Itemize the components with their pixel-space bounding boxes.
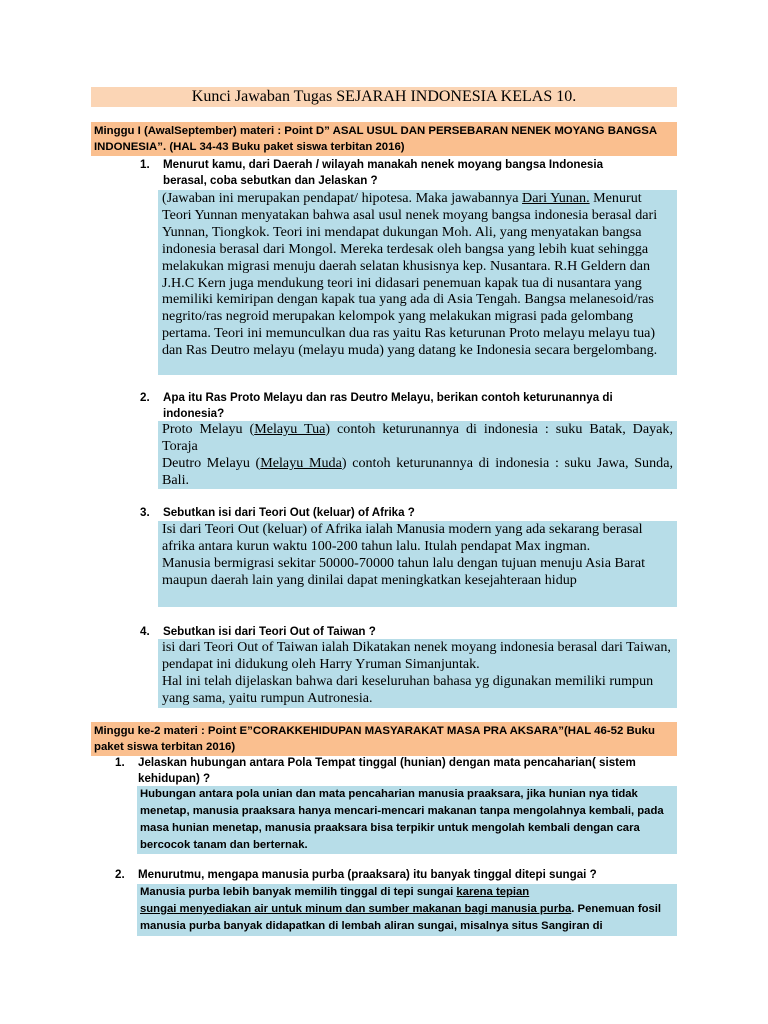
answer-text: ) contoh keturunannya di indonesia : suku Jawa, Sunda, Bali. — [162, 454, 673, 488]
question-text: Menurut kamu, dari Daerah / wilayah manakah nenek moyang bangsa Indonesia berasal, coba sebutkan dan Jelaskan ? — [163, 158, 604, 187]
question-number: 4. — [140, 625, 150, 638]
answer-4 — [158, 639, 677, 708]
week2-answer-1 — [137, 786, 677, 854]
question-text: Menurutmu, mengapa manusia purba (praaksara) itu banyak tinggal ditepi sungai ? — [138, 868, 597, 881]
answer-text: . Penemuan fosil manusia purba banyak didapatkan di lembah aliran sungai, misalnya situs Sangiran di — [140, 903, 662, 932]
question-number: 2. — [140, 391, 150, 404]
answer-text: Proto Melayu ( — [162, 421, 255, 437]
answer-paragraph: Manusia bermigrasi sekitar 50000-70000 tahun lalu dengan tujuan menuju Asia Barat maupun daerah lain yang dinilai dapat meningkatkan kesejahteraan hidup — [162, 554, 645, 588]
question-4 — [140, 624, 643, 640]
question-1 — [140, 157, 643, 188]
answer-underlined: Melayu Tua — [254, 421, 326, 437]
answer-line — [162, 455, 673, 489]
answer-paragraph: Isi dari Teori Out (keluar) of Afrika ialah Manusia modern yang ada sekarang berasal afrika antara kurun waktu 100-200 tahun lalu. Itulah pendapat Max ingman. — [162, 521, 643, 554]
question-text: Sebutkan isi dari Teori Out of Taiwan ? — [163, 625, 376, 638]
answer-paragraph: Hal ini telah dijelaskan bahwa dari keseluruhan bahasa yg digunakan memiliki rumpun yang sama, yaitu rumpun Autronesia. — [162, 672, 654, 706]
question-number: 1. — [140, 158, 150, 171]
answer-underlined: Melayu Muda — [260, 454, 342, 471]
answer-3 — [158, 521, 677, 607]
answer-paragraph: isi dari Teori Out of Taiwan ialah Dikatakan nenek moyang indonesia berasal dari Taiwan, pendapat ini didukung oleh Harry Yruman Simanjuntak. — [162, 639, 671, 672]
answer-underlined: karena tepian — [456, 886, 530, 898]
week2-answer-2 — [137, 884, 677, 936]
answer-underlined: Dari Yunan. — [522, 190, 590, 206]
answer-text: Deutro Melayu ( — [162, 454, 261, 471]
question-text: Jelaskan hubungan antara Pola Tempat tinggal (hunian) dengan mata pencaharian( sistem kehidupan) ? — [138, 756, 636, 785]
week2-question-1 — [115, 755, 668, 786]
answer-line — [162, 421, 673, 455]
question-2 — [140, 390, 653, 421]
week1-header: Minggu I (AwalSeptember) materi : Point D” ASAL USUL DAN PERSEBARAN NENEK MOYANG BANGSA INDONESIA”. (HAL 34-43 Buku paket siswa terbitan 2016) — [91, 122, 677, 156]
document-title: Kunci Jawaban Tugas SEJARAH INDONESIA KELAS 10. — [91, 87, 677, 107]
week2-question-2 — [115, 867, 668, 883]
question-text: Sebutkan isi dari Teori Out (keluar) of Afrika ? — [163, 506, 415, 519]
question-text: Apa itu Ras Proto Melayu dan ras Deutro Melayu, berikan contoh keturunannya di indonesia? — [163, 391, 613, 420]
question-3 — [140, 505, 643, 521]
answer-underlined: sungai menyediakan air untuk minum dan sumber makanan bagi manusia purba — [140, 903, 572, 915]
question-number: 3. — [140, 506, 150, 519]
answer-text: (Jawaban ini merupakan pendapat/ hipotesa. Maka jawabannya — [162, 190, 523, 206]
answer-2 — [158, 421, 677, 489]
question-number: 1. — [115, 756, 125, 769]
answer-text: Menurut Teori Yunnan menyatakan bahwa asal usul nenek moyang bangsa indonesia berasal dari Yunnan, Tiongkok. Teori ini mendapat dukungan Moh. Ali, yang menyatakan bangsa indonesia berasal dari Mongol. Mereka terdesak oleh bangsa yang lebih kuat sehingga melakukan migrasi menuju daerah selatan khusisnya kep. Nusantara. R.H Geldern dan J.H.C Kern juga mendukung teori ini didasari penemuan kapak tua di nusantara yang memiliki kemiripan dengan kapak tua yang ada di Asia Tengah. Bangsa melanesoid/ras negrito/ras negroid merupakan kelompok yang melakukan migrasi pada gelombang pertama. Teori ini memunculkan dua ras yaitu Ras keturunan Proto melayu melayu tua) dan Ras Deutro melayu (melayu muda) yang datang ke Indonesia secara bergelombang. — [162, 190, 658, 359]
answer-1 — [158, 190, 677, 375]
answer-text: ) contoh keturunannya di indonesia : suku Batak, Dayak, Toraja — [162, 421, 673, 454]
week2-header: Minggu ke-2 materi : Point E”CORAKKEHIDUPAN MASYARAKAT MASA PRA AKSARA”(HAL 46-52 Buku paket siswa terbitan 2016) — [91, 722, 677, 756]
answer-paragraph: Hubungan antara pola unian dan mata pencaharian manusia praaksara, jika hunian nya tidak menetap, manusia praaksara hanya mencari-mencari makanan tanpa mengolahnya kembali, pada masa hunian menetap, manusia praaksara bisa terpikir untuk mengolah kembali dengan cara bercocok tanam dan berternak. — [140, 788, 664, 851]
question-number: 2. — [115, 868, 125, 881]
answer-text: Manusia purba lebih banyak memilih tinggal di tepi sungai — [140, 886, 457, 898]
